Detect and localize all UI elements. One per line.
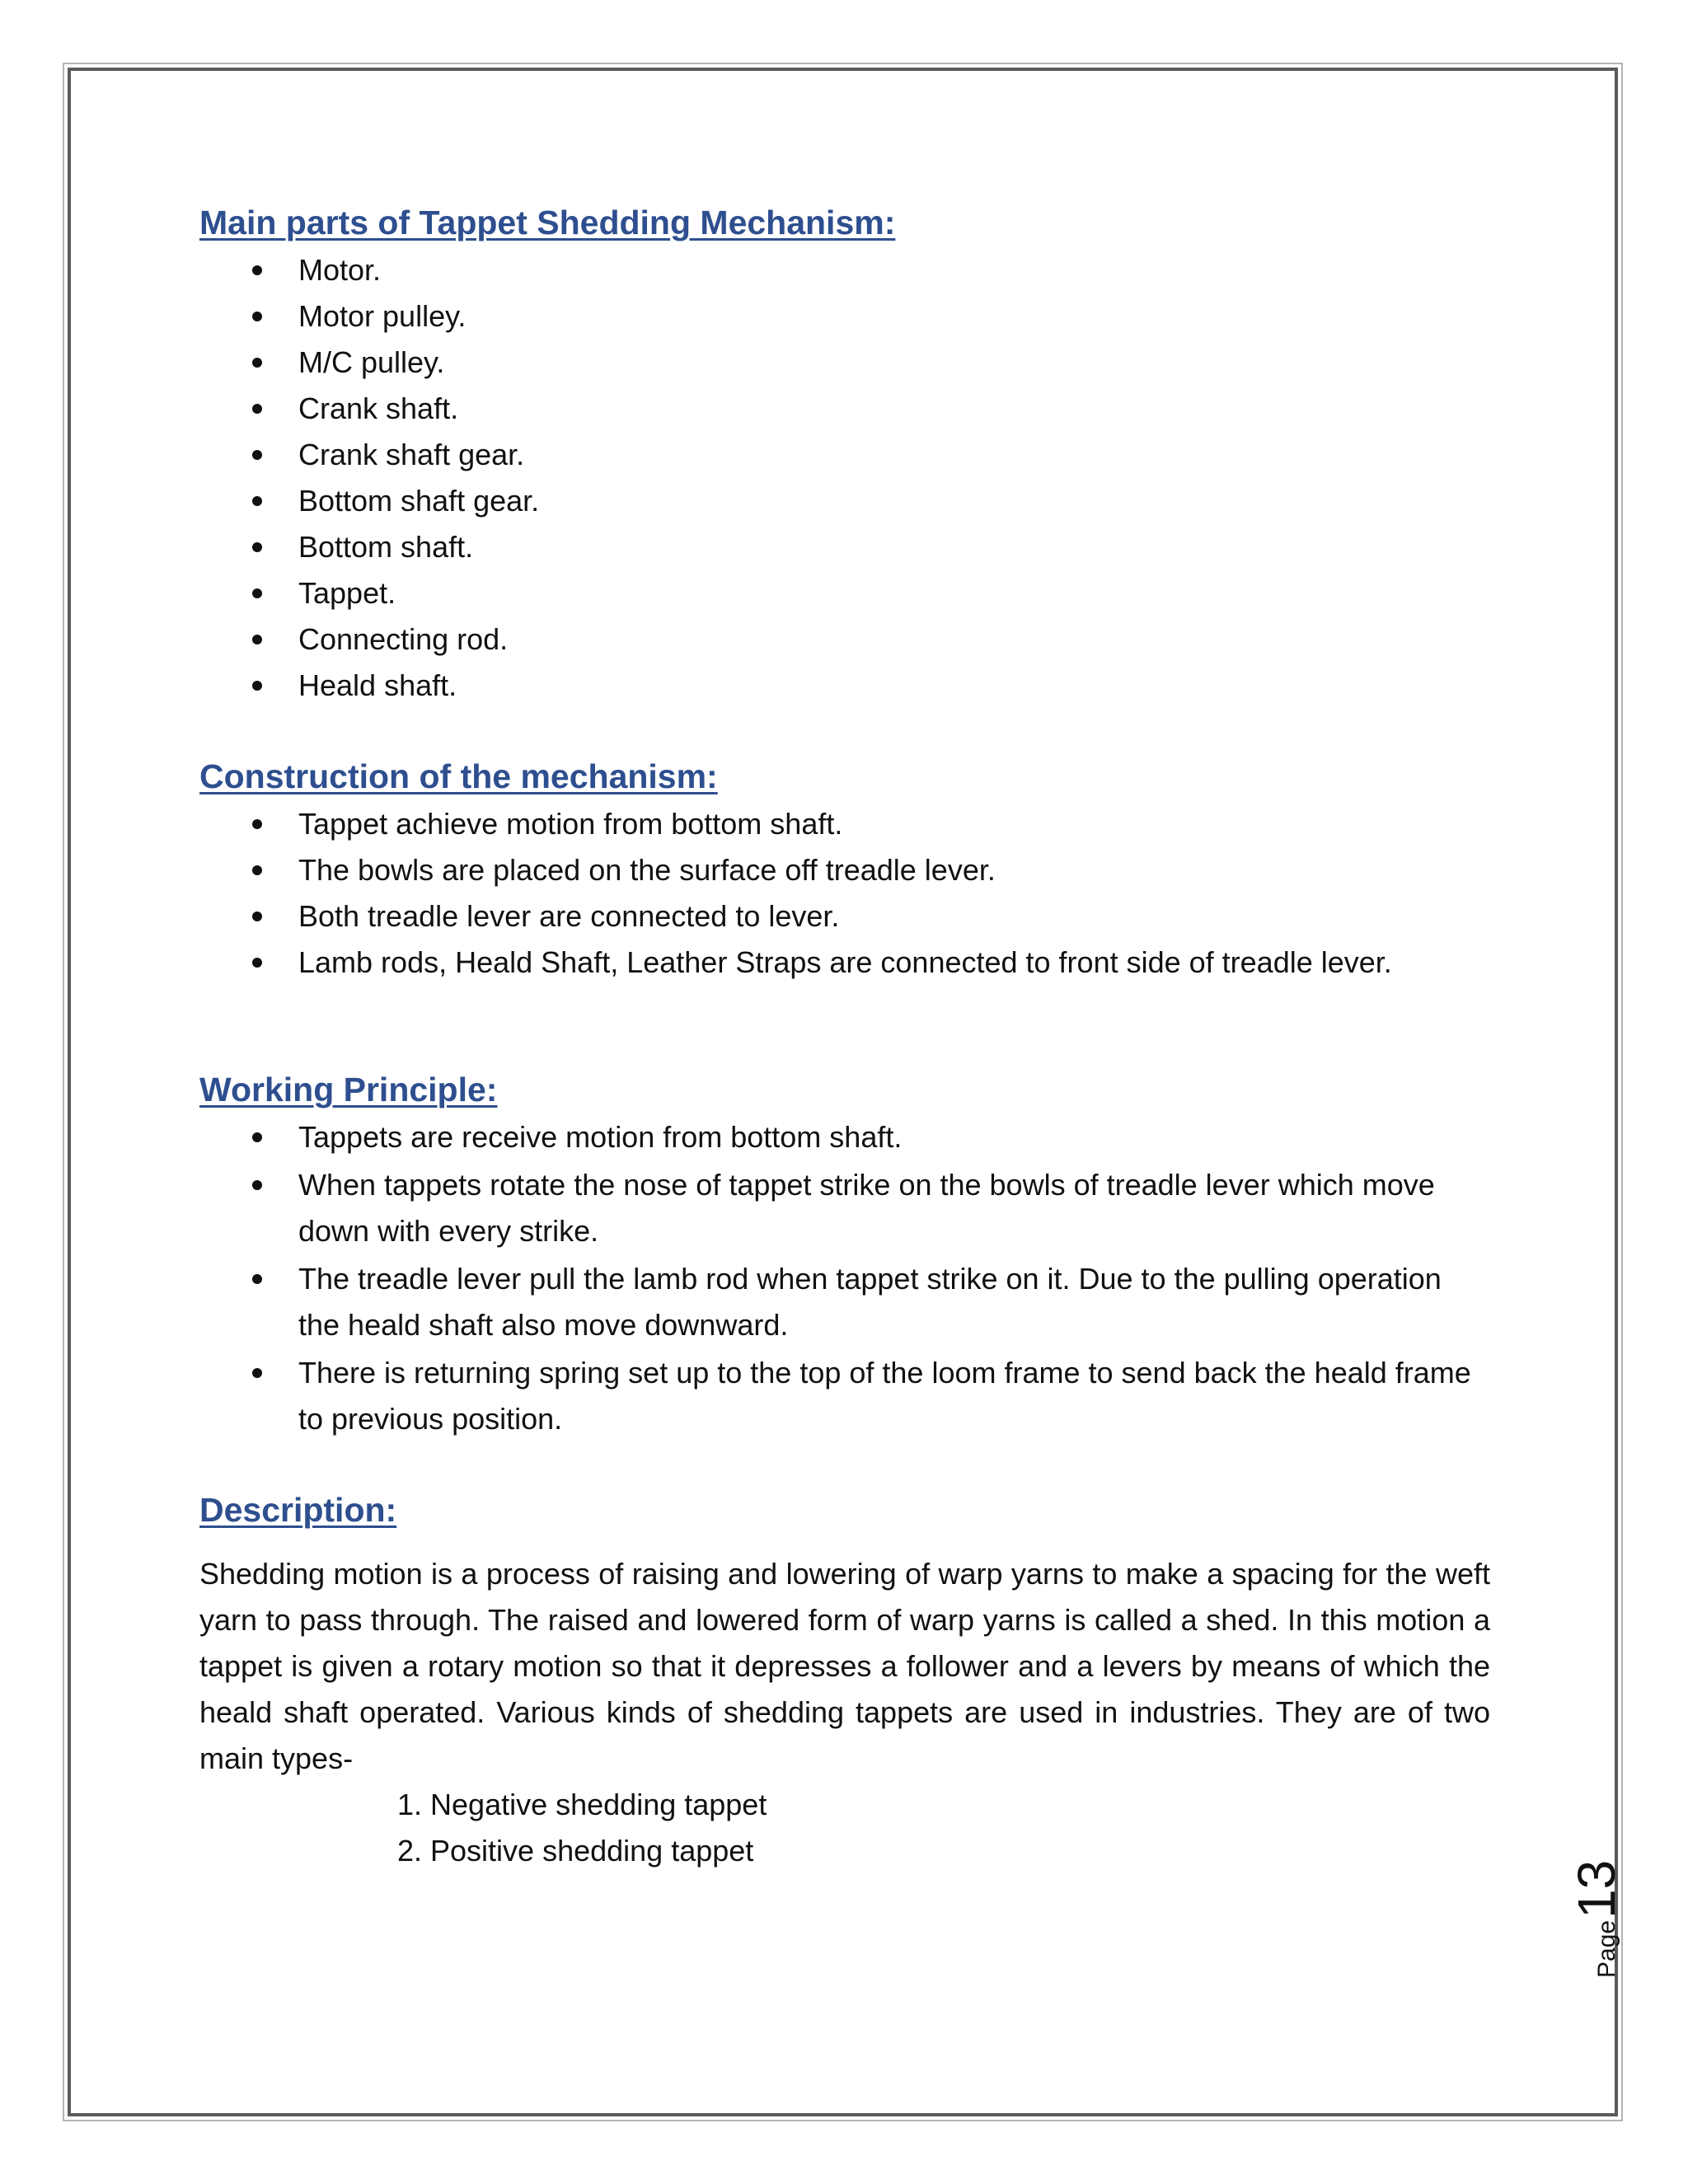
heading-main-parts: Main parts of Tappet Shedding Mechanism: xyxy=(199,204,896,241)
tappet-types-list xyxy=(199,1782,1490,1874)
list-item: Motor. xyxy=(199,247,1490,293)
heading-construction: Construction of the mechanism: xyxy=(199,757,718,795)
list-item: Both treadle lever are connected to lever. xyxy=(199,893,1490,940)
list-item: When tappets rotate the nose of tappet strike on the bowls of treadle lever which move down with every strike. xyxy=(199,1162,1490,1254)
list-item: Heald shaft. xyxy=(199,663,1490,709)
list-item: 2. Positive shedding tappet xyxy=(397,1834,754,1868)
bullet-icon xyxy=(252,265,262,275)
bullet-icon xyxy=(252,958,262,968)
bullet-icon xyxy=(252,312,262,321)
list-item: 1. Negative shedding tappet xyxy=(397,1788,767,1821)
description-paragraph: Shedding motion is a process of raising and lowering of warp yarns to make a spacing for the weft yarn to pass through. The raised and lowered form of warp yarns is called a shed. In this motion a tappet is given a rotary motion so that it depresses a follower and a levers by means of which the heald shaft operated. Various kinds of shedding tappets are used in industries. They are of two main types- xyxy=(199,1557,1490,1775)
bullet-icon xyxy=(252,358,262,368)
heading-working-principle: Working Principle: xyxy=(199,1071,498,1108)
bullet-icon xyxy=(252,1132,262,1142)
bullet-icon xyxy=(252,865,262,875)
page-number xyxy=(1566,1859,1632,1978)
list-item: Lamb rods, Heald Shaft, Leather Straps are connected to front side of treadle lever. xyxy=(199,940,1490,986)
bullet-icon xyxy=(252,1274,262,1284)
list-item: M/C pulley. xyxy=(199,340,1490,386)
list-item: There is returning spring set up to the top of the loom frame to send back the heald frame to previous position. xyxy=(199,1350,1490,1442)
list-item: The bowls are placed on the surface off treadle lever. xyxy=(199,847,1490,893)
construction-list xyxy=(199,801,1490,986)
bullet-icon xyxy=(252,635,262,644)
list-item: Crank shaft gear. xyxy=(199,432,1490,478)
working-principle-list xyxy=(199,1114,1490,1442)
bullet-icon xyxy=(252,496,262,506)
bullet-icon xyxy=(252,404,262,414)
document-body xyxy=(199,198,1490,1874)
list-item: Tappet achieve motion from bottom shaft. xyxy=(199,801,1490,847)
list-item: Bottom shaft. xyxy=(199,524,1490,570)
list-item: Motor pulley. xyxy=(199,293,1490,340)
bullet-icon xyxy=(252,912,262,921)
list-item: Connecting rod. xyxy=(199,616,1490,663)
bullet-icon xyxy=(252,681,262,691)
list-item: Tappets are receive motion from bottom shaft. xyxy=(199,1114,1490,1160)
bullet-icon xyxy=(252,542,262,552)
bullet-icon xyxy=(252,1368,262,1378)
bullet-icon xyxy=(252,819,262,829)
main-parts-list xyxy=(199,247,1490,709)
bullet-icon xyxy=(252,450,262,460)
list-item: Tappet. xyxy=(199,570,1490,616)
bullet-icon xyxy=(252,1180,262,1190)
list-item: Bottom shaft gear. xyxy=(199,478,1490,524)
heading-description: Description: xyxy=(199,1491,397,1529)
bullet-icon xyxy=(252,588,262,598)
list-item: The treadle lever pull the lamb rod when tappet strike on it. Due to the pulling operation the heald shaft also move downward. xyxy=(199,1256,1490,1348)
page-label: Page xyxy=(1593,1919,1620,1978)
page-number-value: 13 xyxy=(1567,1859,1626,1919)
list-item: Crank shaft. xyxy=(199,386,1490,432)
